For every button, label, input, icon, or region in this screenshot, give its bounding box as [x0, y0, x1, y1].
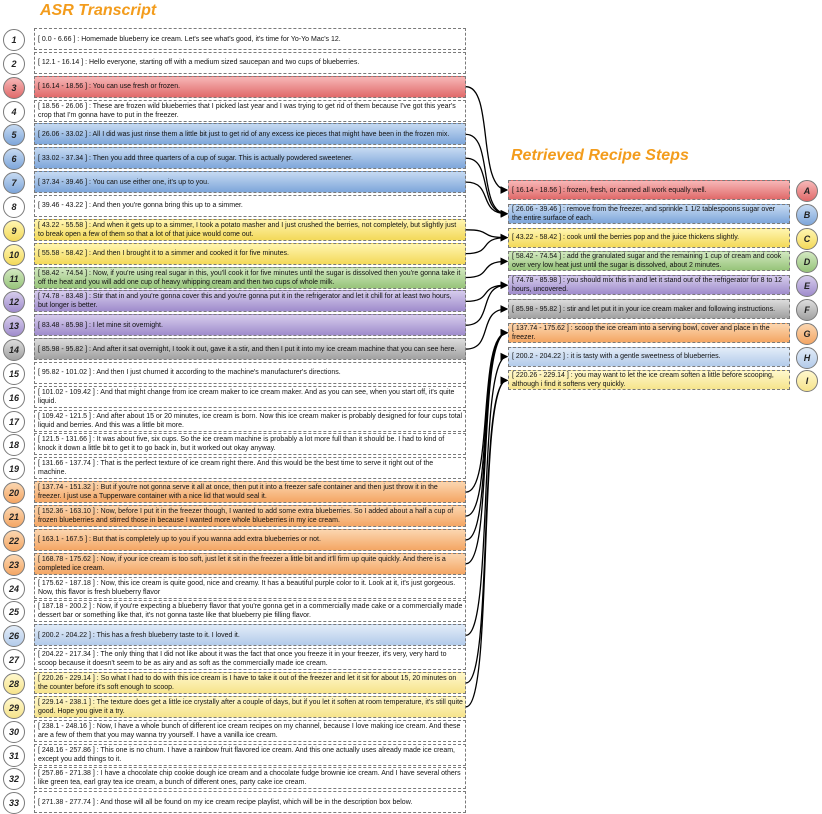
asr-number-badge: 2	[3, 53, 25, 75]
recipe-step-text: [ 43.22 - 58.42 ] : cook until the berries pop and the juice thickens slightly.	[508, 228, 790, 248]
asr-number-badge: 33	[3, 792, 25, 814]
asr-number-badge: 29	[3, 697, 25, 719]
asr-segment-text: [ 163.1 - 167.5 ] : But that is completely up to you if you wanna add extra blueberries or not.	[34, 529, 466, 551]
asr-segment-text: [ 83.48 - 85.98 ] : I let mine sit overnight.	[34, 314, 466, 336]
asr-segment-text: [ 220.26 - 229.14 ] : So what I had to do with this ice cream is I have to take it out of the freezer and let it sit for about 15, 20 minutes on the counter before it's soft enough to scoop.	[34, 672, 466, 694]
asr-segment-text: [ 204.22 - 217.34 ] : The only thing that I did not like about it was the fact that once you freeze it in your freezer, it's very, very hard to scoop because it doesn't seem to be as airy and as soft as the commercially made ice cream.	[34, 648, 466, 670]
asr-number-badge: 1	[3, 29, 25, 51]
asr-segment-text: [ 55.58 - 58.42 ] : And then I brought it to a simmer and cooked it for five minutes.	[34, 243, 466, 265]
asr-segment-text: [ 121.5 - 131.66 ] : It was about five, six cups. So the ice cream machine is probably a lot more full than it should be. I had to kind of knock it down a little bit to get it to go back in, but it worked out okay anyway.	[34, 433, 466, 455]
recipe-step-text: [ 137.74 - 175.62 ] : scoop the ice cream into a serving bowl, cover and place in the freezer.	[508, 323, 790, 343]
asr-segment-text: [ 101.02 - 109.42 ] : And that might change from ice cream maker to ice cream maker. And as you can see, when you start off, it's quite liquid.	[34, 386, 466, 408]
asr-number-badge: 4	[3, 101, 25, 123]
asr-title: ASR Transcript	[40, 2, 157, 19]
recipe-step-text: [ 16.14 - 18.56 ] : frozen, fresh, or canned all work equally well.	[508, 180, 790, 200]
asr-number-badge: 13	[3, 315, 25, 337]
asr-number-badge: 20	[3, 482, 25, 504]
asr-segment-text: [ 238.1 - 248.16 ] : Now, I have a whole bunch of different ice cream recipes on my channel, because I love making ice cream. And these are a few of them that you may wanna try yourself. I have a vanilla ice cream.	[34, 720, 466, 742]
asr-number-badge: 14	[3, 339, 25, 361]
asr-number-badge: 32	[3, 768, 25, 790]
asr-segment-text: [ 271.38 - 277.74 ] : And those will all be found on my ice cream recipe playlist, which will be in the description box below.	[34, 791, 466, 813]
recipe-step-text: [ 58.42 - 74.54 ] : add the granulated sugar and the remaining 1 cup of cream and cook over very low heat just until the sugar is dissolved, about 2 minutes.	[508, 251, 790, 271]
asr-segment-text: [ 33.02 - 37.34 ] : Then you add three quarters of a cup of sugar. This is actually powdered sweetener.	[34, 147, 466, 169]
alignment-arrow	[466, 230, 507, 238]
asr-segment-text: [ 39.46 - 43.22 ] : And then you're gonna bring this up to a simmer.	[34, 195, 466, 217]
recipe-step-letter-badge: F	[796, 299, 818, 321]
recipe-step-letter-badge: B	[796, 204, 818, 226]
asr-segment-text: [ 137.74 - 151.32 ] : But if you're not gonna serve it all at once, then put it into a freezer safe container and then just throw it in the freezer. I just use a Tupperware container with a nice lid that would seal it.	[34, 481, 466, 503]
asr-number-badge: 6	[3, 148, 25, 170]
asr-number-badge: 17	[3, 411, 25, 433]
alignment-arrow	[466, 285, 507, 301]
alignment-arrow	[466, 261, 507, 277]
asr-number-badge: 31	[3, 745, 25, 767]
asr-segment-text: [ 200.2 - 204.22 ] : This has a fresh blueberry taste to it. I loved it.	[34, 624, 466, 646]
asr-number-badge: 12	[3, 291, 25, 313]
alignment-arrow	[466, 87, 507, 190]
recipe-step-letter-badge: E	[796, 275, 818, 297]
asr-segment-text: [ 12.1 - 16.14 ] : Hello everyone, starting off with a medium sized saucepan and two cups of blueberries.	[34, 52, 466, 74]
recipe-step-letter-badge: G	[796, 323, 818, 345]
asr-number-badge: 22	[3, 530, 25, 552]
asr-number-badge: 3	[3, 77, 25, 99]
asr-segment-text: [ 152.36 - 163.10 ] : Now, before I put it in the freezer though, I wanted to add some extra blueberries. So I added about a half a cup of frozen blueberries and stirred those in because I wanted more whole blueberries in my ice cream.	[34, 505, 466, 527]
asr-number-badge: 30	[3, 721, 25, 743]
asr-segment-text: [ 168.78 - 175.62 ] : Now, if your ice cream is too soft, just let it sit in the freezer a little bit and it'll firm up quite quickly. And there is a completed ice cream.	[34, 553, 466, 575]
asr-segment-text: [ 187.18 - 200.2 ] : Now, if you're expecting a blueberry flavor that you're gonna get in a commercially made cake or a commercially made dessert bar or something like that, it's not gonna taste like that blueberry pie filling flavor.	[34, 600, 466, 622]
asr-number-badge: 19	[3, 458, 25, 480]
recipe-step-letter-badge: D	[796, 251, 818, 273]
asr-segment-text: [ 58.42 - 74.54 ] : Now, if you're using real sugar in this, you'll cook it for five minutes until the sugar is dissolved then you're gonna take it off the heat and you will add one cup of heavy whipping cream and then two cups of whole milk.	[34, 267, 466, 289]
asr-segment-text: [ 0.0 - 6.66 ] : Homemade blueberry ice cream. Let's see what's good, it's time for Yo-Yo Mac's 12.	[34, 28, 466, 50]
asr-number-badge: 10	[3, 244, 25, 266]
recipe-step-text: [ 74.78 - 85.98 ] : you should mix this in and let it stand out of the refrigerator for 8 to 12 hours, uncovered.	[508, 275, 790, 295]
asr-number-badge: 21	[3, 506, 25, 528]
asr-segment-text: [ 257.86 - 271.38 ] : I have a chocolate chip cookie dough ice cream and a chocolate fudge brownie ice cream. And I have several others like green tea, earl gray tea ice cream, a bunch of different ones, party cake ice cream.	[34, 767, 466, 789]
asr-number-badge: 16	[3, 387, 25, 409]
asr-segment-text: [ 26.06 - 33.02 ] : All I did was just rinse them a little bit just to get rid of any excess ice pieces that might have been in the frozen mix.	[34, 123, 466, 145]
asr-segment-text: [ 109.42 - 121.5 ] : And after about 15 or 20 minutes, ice cream is born. Now this ice cream maker is probably designed for four cups total liquid and berries. And this was a little bit more.	[34, 410, 466, 432]
asr-number-badge: 23	[3, 554, 25, 576]
asr-segment-text: [ 131.66 - 137.74 ] : That is the perfect texture of ice cream right there. And this would be the best time to serve it right out of the machine.	[34, 457, 466, 479]
asr-segment-text: [ 85.98 - 95.82 ] : And after it sat overnight, I took it out, gave it a stir, and then I put it into my ice cream machine that you can see here.	[34, 338, 466, 360]
recipe-step-text: [ 220.26 - 229.14 ] : you may want to let the ice cream soften a little before scooping, although i find it softens very quickly.	[508, 370, 790, 390]
recipe-step-text: [ 85.98 - 95.82 ] : stir and let put it in your ice cream maker and following instructions.	[508, 299, 790, 319]
asr-number-badge: 9	[3, 220, 25, 242]
asr-segment-text: [ 43.22 - 55.58 ] : And when it gets up to a simmer, I took a potato masher and I just crushed the berries, not completely, but slightly just to break open a few of them so that a lot of that juice would come out.	[34, 219, 466, 241]
asr-number-badge: 11	[3, 268, 25, 290]
asr-segment-text: [ 95.82 - 101.02 ] : And then I just churned it according to the machine's manufacturer's directions.	[34, 362, 466, 384]
asr-number-badge: 25	[3, 601, 25, 623]
alignment-arrow	[466, 309, 507, 349]
asr-number-badge: 27	[3, 649, 25, 671]
asr-segment-text: [ 18.56 - 26.06 ] : These are frozen wild blueberries that I picked last year and I was trying to get rid of them because I've got this year's crop that I'm gonna have to put in the freezer.	[34, 100, 466, 122]
recipe-step-text: [ 200.2 - 204.22 ] : it is tasty with a gentle sweetness of blueberries.	[508, 347, 790, 367]
alignment-arrow	[466, 238, 507, 254]
asr-number-badge: 7	[3, 172, 25, 194]
steps-title: Retrieved Recipe Steps	[511, 147, 689, 164]
alignment-arrow	[466, 285, 507, 325]
asr-number-badge: 15	[3, 363, 25, 385]
asr-segment-text: [ 37.34 - 39.46 ] : You can use either one, it's up to you.	[34, 171, 466, 193]
asr-segment-text: [ 175.62 - 187.18 ] : Now, this ice cream is quite good, nice and creamy. It has a beautiful purple color to it. Look at it, it's just gorgeous. Now, this flavor is fresh blueberry flavor	[34, 577, 466, 599]
asr-segment-text: [ 16.14 - 18.56 ] : You can use fresh or frozen.	[34, 76, 466, 98]
alignment-arrow	[466, 158, 507, 214]
recipe-step-text: [ 26.06 - 39.46 ] : remove from the freezer, and sprinkle 1 1/2 tablespoons sugar over the entire surface of each.	[508, 204, 790, 224]
asr-segment-text: [ 74.78 - 83.48 ] : Stir that in and you're gonna cover this and you're gonna put it in the refrigerator and let it chill for at least two hours, but longer is better.	[34, 290, 466, 312]
asr-segment-text: [ 229.14 - 238.1 ] : The texture does get a little ice crystally after a couple of days, but if you let it soften at room temperature, it's still quite good. Hope you give it a try.	[34, 696, 466, 718]
recipe-step-letter-badge: A	[796, 180, 818, 202]
asr-segment-text: [ 248.16 - 257.86 ] : This one is no churn. I have a rainbow fruit flavored ice cream. And this one actually uses already made ice cream, except you add things to it.	[34, 744, 466, 766]
asr-number-badge: 26	[3, 625, 25, 647]
asr-number-badge: 28	[3, 673, 25, 695]
asr-number-badge: 24	[3, 578, 25, 600]
recipe-step-letter-badge: C	[796, 228, 818, 250]
asr-number-badge: 18	[3, 434, 25, 456]
recipe-step-letter-badge: H	[796, 347, 818, 369]
asr-number-badge: 8	[3, 196, 25, 218]
asr-number-badge: 5	[3, 124, 25, 146]
recipe-step-letter-badge: I	[796, 370, 818, 392]
